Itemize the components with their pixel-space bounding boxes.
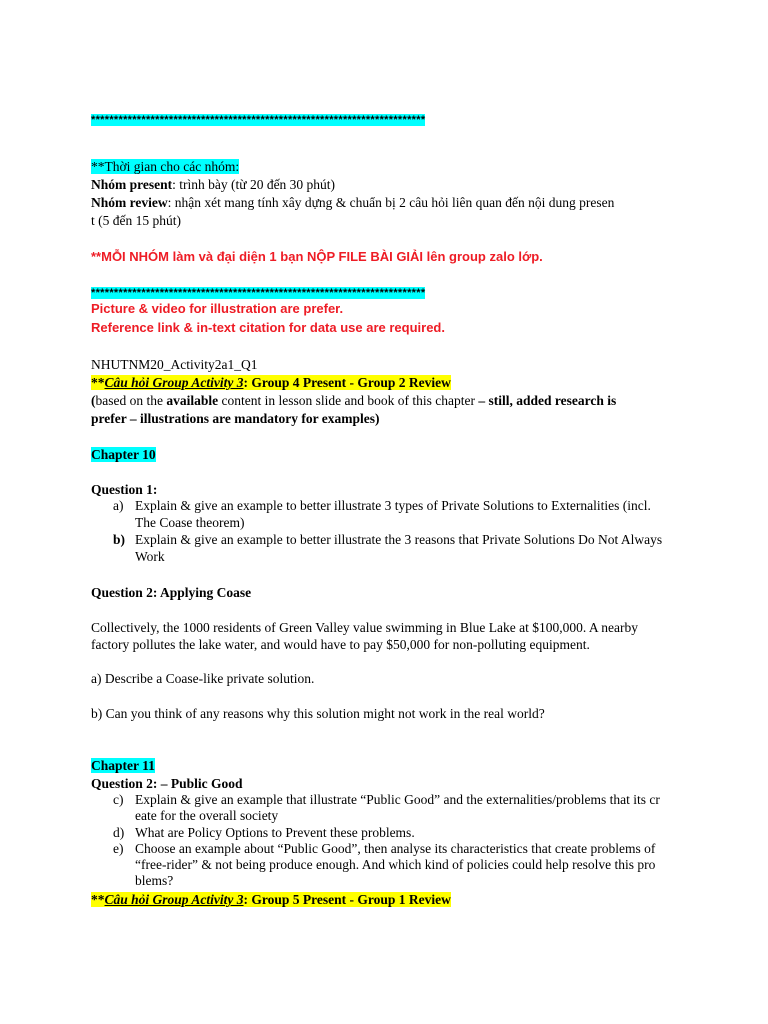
ch10-q2-paragraph: Collectively, the 1000 residents of Green Valley value swimming in Blue Lake at $100,000. A nearby [91,620,639,635]
separator-stars: ************************************************************************* [91,114,426,126]
review-line: Nhóm review: nhận xét mang tính xây dựng & chuẩn bị 2 câu hỏi liên quan đến nội dung presen [91,195,615,210]
ch11-question-2-title: Question 2: – Public Good [91,776,243,791]
review-line-cont: t (5 đến 15 phút) [91,213,181,228]
submit-note: **MỖI NHÓM làm và đại diện 1 bạn NỘP FILE BÀI GIẢI lên group zalo lớp. [91,249,543,264]
chapter-11-title: Chapter 11 [91,758,155,773]
activity-heading-2: **Câu hỏi Group Activity 3: Group 5 Present - Group 1 Review [91,892,451,907]
ch10-q2-a: a) Describe a Coase-like private solution. [91,671,315,686]
note-reference: Reference link & in-text citation for data use are required. [91,320,445,335]
ch10-q2-b: b) Can you think of any reasons why this solution might not work in the real world? [91,706,545,721]
activity-code: NHUTNM20_Activity2a1_Q1 [91,357,258,372]
activity-link-2[interactable]: Câu hỏi Group Activity 3 [104,892,244,907]
separator-stars-2: ************************************************************************* [91,287,426,299]
time-title: **Thời gian cho các nhóm: [91,159,240,174]
activity-link-1[interactable]: Câu hỏi Group Activity 3 [104,375,244,390]
activity-basis: (based on the available content in lesson slide and book of this chapter – still, added research is [91,393,617,408]
activity-basis-cont: prefer – illustrations are mandatory for examples) [91,411,380,426]
note-picture: Picture & video for illustration are prefer. [91,301,344,316]
chapter-10-title: Chapter 10 [91,447,156,462]
ch10-question-1-title: Question 1: [91,482,158,497]
ch10-question-2-title: Question 2: Applying Coase [91,585,252,600]
ch10-q2-paragraph-cont: factory pollutes the lake water, and would have to pay $50,000 for non-polluting equipment. [91,637,590,652]
activity-heading-1: **Câu hỏi Group Activity 3: Group 4 Present - Group 2 Review [91,375,451,390]
present-line: Nhóm present: trình bày (từ 20 đến 30 phút) [91,177,336,192]
